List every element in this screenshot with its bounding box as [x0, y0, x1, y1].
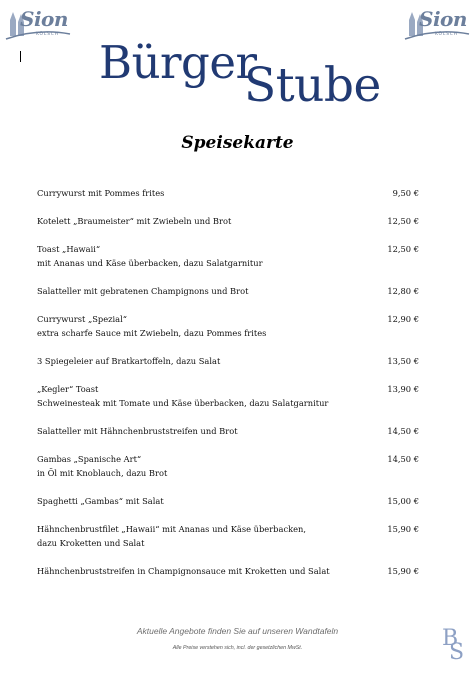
- menu-item-description: mit Ananas und Käse überbacken, dazu Salatgarnitur: [37, 258, 263, 268]
- menu-item-name: Kotelett „Braumeister“ mit Zwiebeln und Brot: [37, 216, 232, 226]
- menu-item-name: „Kegler“ Toast: [37, 384, 99, 394]
- menu-item: [37, 312, 419, 340]
- sion-subtitle: KÖLSCH: [435, 32, 458, 37]
- footer-offer-text: Aktuelle Angebote finden Sie auf unseren Wandtafeln: [136, 626, 339, 636]
- menu-item: [37, 242, 419, 270]
- menu-item-description: extra scharfe Sauce mit Zwiebeln, dazu Pommes frites: [37, 328, 267, 338]
- menu-item-price: 12,50 €: [387, 244, 419, 254]
- menu-item-price: 12,50 €: [387, 216, 419, 226]
- menu-item: [37, 382, 419, 410]
- menu-item: [37, 452, 419, 480]
- menu-item-price: 13,90 €: [387, 384, 419, 394]
- menu-item: [37, 354, 419, 368]
- sion-wordmark: Sion: [20, 7, 68, 31]
- menu-item-price: 12,90 €: [387, 314, 419, 324]
- menu-item-price: 9,50 €: [392, 188, 419, 198]
- monogram-b: B: [442, 626, 459, 651]
- brand-title-part2: Stube: [244, 58, 381, 113]
- menu-item-name: Hähnchenbruststreifen in Champignonsauce mit Kroketten und Salat: [37, 566, 330, 576]
- menu-item-price: 12,80 €: [387, 286, 419, 296]
- menu-item-name: Salatteller mit gebratenen Champignons und Brot: [37, 286, 249, 296]
- menu-item-description: in Öl mit Knoblauch, dazu Brot: [37, 468, 168, 478]
- menu-list: [37, 186, 419, 592]
- menu-item: [37, 522, 419, 550]
- sion-subtitle: KÖLSCH: [36, 32, 59, 37]
- menu-item-description: Schweinesteak mit Tomate und Käse überbacken, dazu Salatgarnitur: [37, 398, 329, 408]
- sion-logo-right: [403, 6, 471, 44]
- menu-item-name: Currywurst „Spezial“: [37, 314, 128, 324]
- menu-item-price: 15,90 €: [387, 566, 419, 576]
- monogram-s: S: [449, 640, 465, 665]
- menu-item-price: 14,50 €: [387, 454, 419, 464]
- menu-item: [37, 564, 419, 578]
- menu-item-price: 15,90 €: [387, 524, 419, 534]
- menu-item: [37, 424, 419, 438]
- sion-logo-left: [4, 6, 72, 44]
- brand-title: [99, 36, 389, 130]
- menu-item: [37, 214, 419, 228]
- menu-item-price: 13,50 €: [387, 356, 419, 366]
- menu-item-name: 3 Spiegeleier auf Bratkartoffeln, dazu Salat: [37, 356, 221, 366]
- menu-item-price: 15,00 €: [387, 496, 419, 506]
- menu-item: [37, 186, 419, 200]
- menu-item-name: Currywurst mit Pommes frites: [37, 188, 165, 198]
- menu-item: [37, 284, 419, 298]
- brand-title-part1: Bürger: [99, 36, 257, 89]
- menu-item: [37, 494, 419, 508]
- footer-tax-note: Alle Preise verstehen sich, incl. der gesetzlichen MwSt.: [172, 645, 303, 651]
- menu-item-price: 14,50 €: [387, 426, 419, 436]
- menu-item-name: Hähnchenbrustfilet „Hawaii“ mit Ananas und Käse überbacken,: [37, 524, 307, 534]
- menu-item-name: Toast „Hawaii“: [37, 244, 101, 254]
- menu-item-name: Spaghetti „Gambas“ mit Salat: [37, 496, 164, 506]
- menu-item-description: dazu Kroketten und Salat: [37, 538, 145, 548]
- sion-wordmark: Sion: [419, 7, 467, 31]
- page-heading: Speisekarte: [181, 133, 294, 153]
- bs-monogram: [440, 628, 470, 668]
- menu-item-name: Salatteller mit Hähnchenbruststreifen und Brot: [37, 426, 238, 436]
- text-cursor: [20, 51, 21, 62]
- menu-item-name: Gambas „Spanische Art“: [37, 454, 142, 464]
